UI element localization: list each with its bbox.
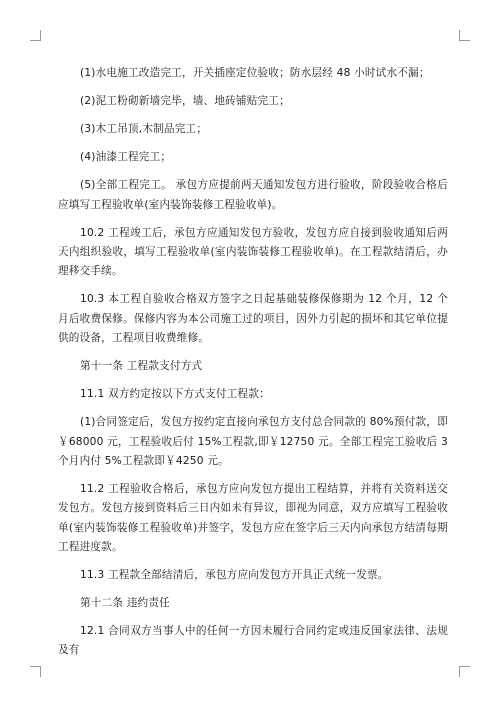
clause-11-1-item-1: (1)合同签定后，发包方按约定直接向承包方支付总合同款的 80%预付款，即￥68000 元，工程验收后付 15%工程款,即￥12750 元。全部工程完工验收后 3 个月内付 5%工程款即￥4250 元。 [58, 416, 448, 467]
clause-10-3: 10.3 本工程自验收合格双方签字之日起基础装修保修期为 12 个月，12 个月后收费保修。保修内容为本公司施工过的项目，因外力引起的损坏和其它单位提供的设备，工程项目收费维修。 [58, 293, 448, 345]
list-item-plumbing-electrical: (1)水电施工改造完工，开关插座定位验收；防水层经 48 小时试水不漏； [80, 67, 430, 79]
list-item-painting: (4)油漆工程完工； [80, 151, 172, 164]
clause-11-2: 11.2 工程验收合格后，承包方应向发包方提出工程结算，并将有关资料送交发包方。发包方接到资料后三日内如未有异议，即视为同意，双方应填写工程验收单(室内装饰装修工程验收单)并签字，发包方应在签字后三天内向承包方结清每期工程进度款。 [58, 483, 448, 553]
clause-11-3: 11.3 工程款全部结清后，承包方应向发包方开具正式统一发票。 [80, 569, 389, 581]
clause-12-1: 12.1 合同双方当事人中的任何一方因未履行合同约定或违反国家法律、法规及有 [58, 625, 448, 657]
document-body [58, 64, 448, 670]
crop-mark-top-left-v [40, 30, 41, 41]
list-item-carpentry: (3)木工吊顶,木制品完工； [80, 123, 208, 136]
list-item-masonry: (2)泥工粉砌新墙完毕，墙、地砖铺贴完工； [80, 95, 290, 108]
crop-mark-top-right-h [459, 40, 470, 41]
list-item-completion: (5)全部工程完工。 承包方应提前两天通知发包方进行验收，阶段验收合格后应填写工程验收单(室内装饰装修工程验收单)。 [58, 179, 448, 211]
crop-mark-bottom-right-v [459, 666, 460, 677]
clause-11-1: 11.1 双方约定按以下方式支付工程款： [80, 388, 270, 401]
crop-mark-bottom-left-v [40, 666, 41, 677]
clause-10-2: 10.2 工程竣工后，承包方应通知发包方验收，发包方应自接到验收通知后两天内组织验收，填写工程验收单(室内装饰装修工程验收单)。在工程款结清后，办理移交手续。 [58, 226, 448, 278]
article-11-heading: 第十一条 工程款支付方式 [80, 360, 203, 373]
article-12-heading: 第十二条 违约责任 [80, 597, 170, 610]
crop-mark-bottom-right-h [459, 666, 470, 667]
crop-mark-top-right-v [459, 30, 460, 41]
